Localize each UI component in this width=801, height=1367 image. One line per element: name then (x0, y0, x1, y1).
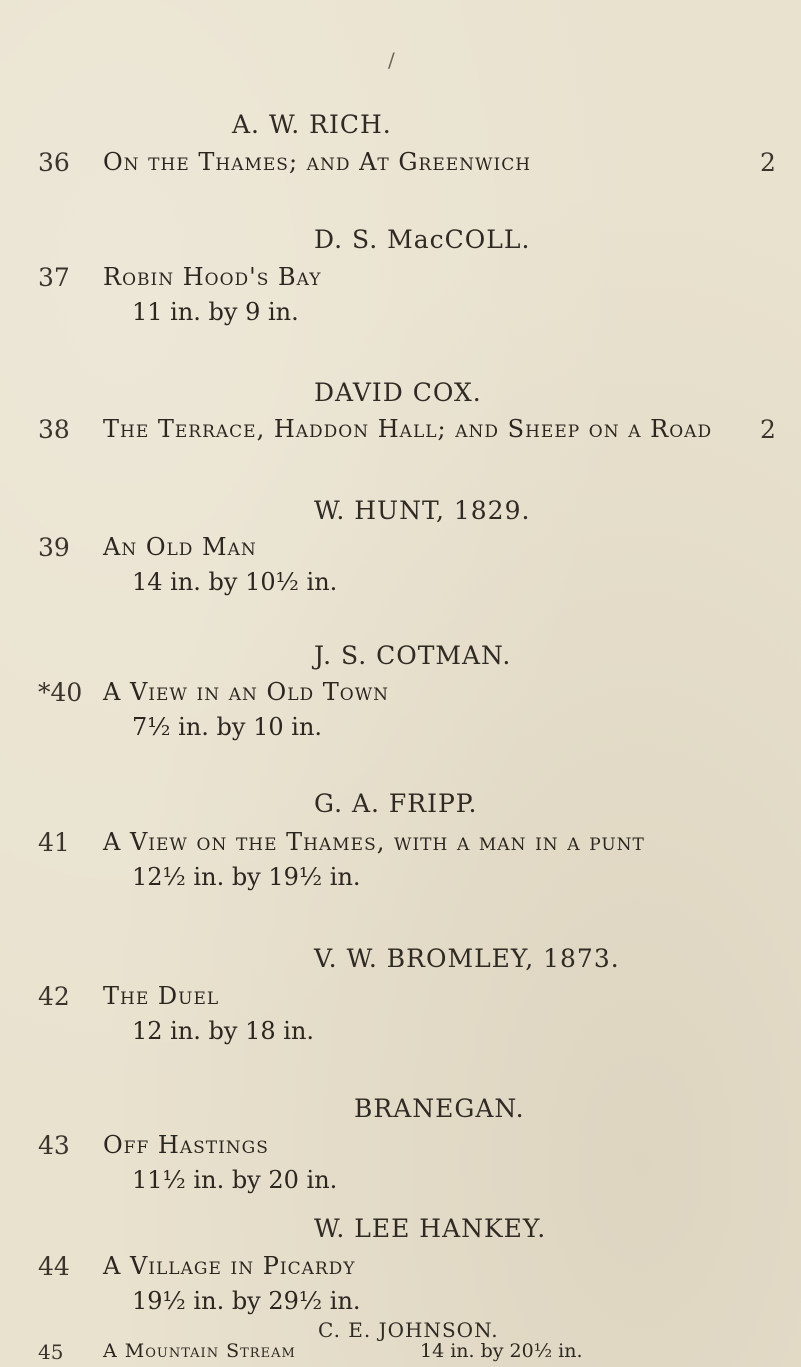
lot-title: A View on the Thames, with a man in a punt (103, 828, 645, 856)
lot-quantity: 2 (760, 415, 776, 444)
lot-title: On the Thames; and At Greenwich (103, 148, 532, 176)
lot-title: Robin Hood's Bay (103, 263, 322, 291)
lot-dimensions: 11½ in. by 20 in. (132, 1166, 338, 1194)
lot-title: A View in an Old Town (103, 678, 390, 706)
artist-name: G. A. FRIPP. (314, 789, 478, 818)
lot-dimensions: 14 in. by 20½ in. (420, 1340, 583, 1362)
artist-name: BRANEGAN. (354, 1094, 525, 1123)
lot-title: An Old Man (103, 533, 257, 561)
artist-name: A. W. RICH. (232, 110, 392, 139)
lot-number: 42 (38, 982, 70, 1011)
lot-title: The Duel (103, 982, 220, 1010)
lot-dimensions: 19½ in. by 29½ in. (132, 1287, 361, 1315)
lot-number: 36 (38, 148, 70, 177)
page-mark: / (388, 48, 395, 72)
artist-name: DAVID COX. (314, 378, 482, 407)
artist-name: D. S. MacCOLL. (314, 225, 531, 254)
lot-dimensions: 12½ in. by 19½ in. (132, 863, 361, 891)
lot-number: *40 (38, 678, 83, 707)
lot-dimensions: 14 in. by 10½ in. (132, 568, 338, 596)
lot-title: Off Hastings (103, 1131, 269, 1159)
lot-dimensions: 11 in. by 9 in. (132, 298, 299, 326)
lot-number: 45 (38, 1340, 64, 1364)
lot-quantity: 2 (760, 148, 776, 177)
lot-number: 41 (38, 828, 70, 857)
lot-dimensions: 7½ in. by 10 in. (132, 713, 323, 741)
artist-name: V. W. BROMLEY, 1873. (314, 944, 620, 973)
lot-title: A Mountain Stream (103, 1340, 296, 1362)
lot-number: 44 (38, 1252, 70, 1281)
lot-number: 37 (38, 263, 70, 292)
lot-title: The Terrace, Haddon Hall; and Sheep on a Road (103, 415, 713, 443)
lot-number: 39 (38, 533, 70, 562)
artist-name: W. HUNT, 1829. (314, 496, 531, 525)
lot-number: 43 (38, 1131, 70, 1160)
artist-name: J. S. COTMAN. (314, 641, 512, 670)
lot-title: A Village in Picardy (103, 1252, 356, 1280)
lot-number: 38 (38, 415, 70, 444)
artist-name: C. E. JOHNSON. (318, 1318, 499, 1342)
artist-name: W. LEE HANKEY. (314, 1214, 547, 1243)
lot-dimensions: 12 in. by 18 in. (132, 1017, 315, 1045)
